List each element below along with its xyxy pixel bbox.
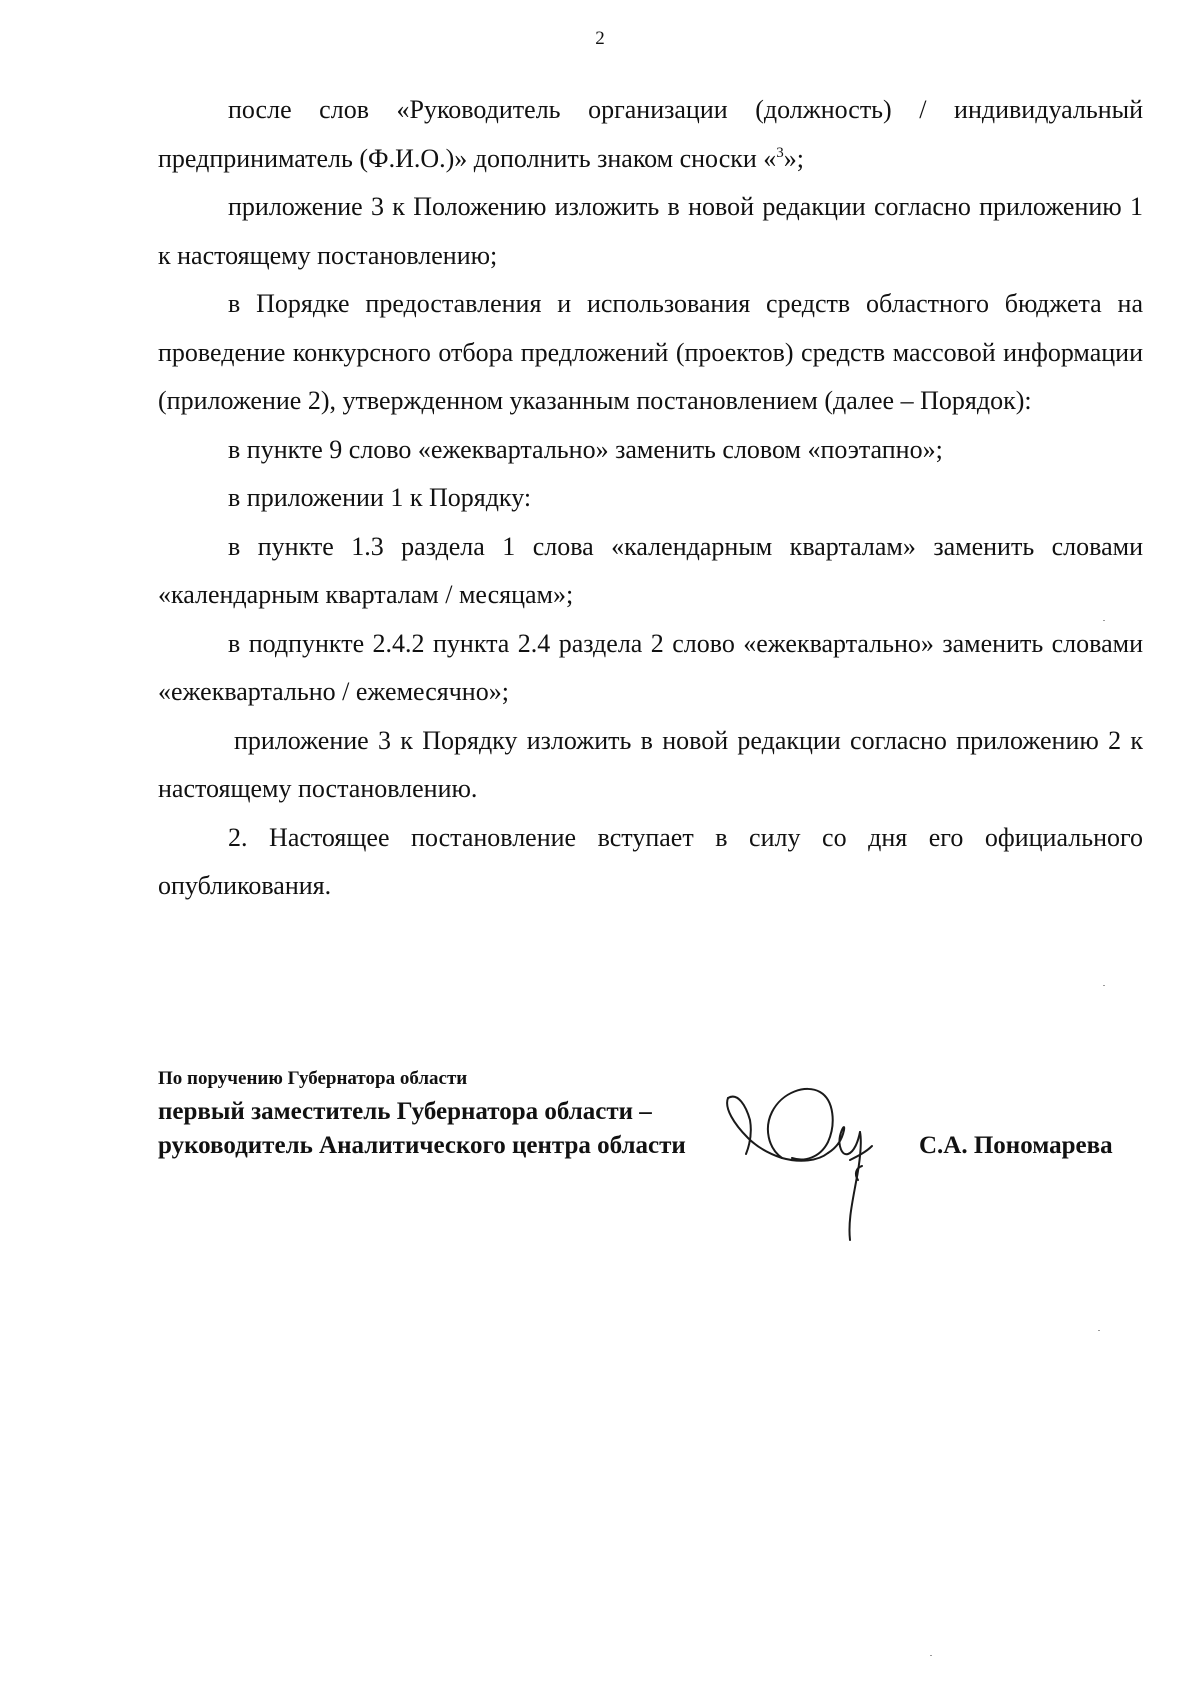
scan-speck [1103, 985, 1105, 986]
paragraph-procedure-intro: в Порядке предоставления и использования средств областного бюджета на проведение конкурсного отбора предложений (проектов) средств массовой информации (приложение 2), утвержденном указанным постановлением (далее – Порядок): [158, 289, 1143, 415]
signatory-authority: По поручению Губернатора области [158, 1068, 468, 1089]
paragraph-appendix-3-regulation: приложение 3 к Положению изложить в новой редакции согласно приложению 1 к настоящему постановлению; [158, 192, 1143, 270]
footnote-number: 3 [776, 144, 784, 161]
signatory-title-line-2: руководитель Аналитического центра области [158, 1132, 686, 1159]
paragraph-appendix-3-procedure: приложение 3 к Порядку изложить в новой редакции согласно приложению 2 к настоящему постановлению. [158, 725, 1143, 803]
signatory-name: С.А. Пономарева [919, 1132, 1113, 1159]
paragraph-text-end: »; [783, 143, 805, 173]
document-body [158, 86, 1143, 911]
paragraph-subitem-2-4-2: в подпункте 2.4.2 пункта 2.4 раздела 2 слово «ежеквартально» заменить словами «ежеквартально / ежемесячно»; [158, 628, 1143, 706]
scan-speck [1098, 1330, 1100, 1331]
signature-block [158, 1062, 1158, 1262]
paragraph-item-1-3: в пункте 1.3 раздела 1 слова «календарным кварталам» заменить словами «календарным кварталам / месяцам»; [158, 531, 1143, 609]
handwritten-signature [720, 1062, 940, 1262]
paragraph-appendix-1: в приложении 1 к Порядку: [228, 483, 532, 512]
paragraph-item-9: в пункте 9 слово «ежеквартально» заменить словом «поэтапно»; [228, 434, 943, 464]
signatory-title-line-1: первый заместитель Губернатора области – [158, 1098, 652, 1125]
paragraph-text: после слов «Руководитель организации (должность) / индивидуальный предприниматель (Ф.И.О.)» дополнить знаком сноски « [158, 95, 1143, 173]
paragraph-effective-date: 2. Настоящее постановление вступает в силу со дня его официального опубликования. [158, 822, 1143, 900]
scan-speck [1103, 620, 1105, 621]
scan-speck [930, 1655, 932, 1656]
paragraph-footnote-mark [158, 86, 1143, 183]
page-number: 2 [595, 28, 605, 49]
